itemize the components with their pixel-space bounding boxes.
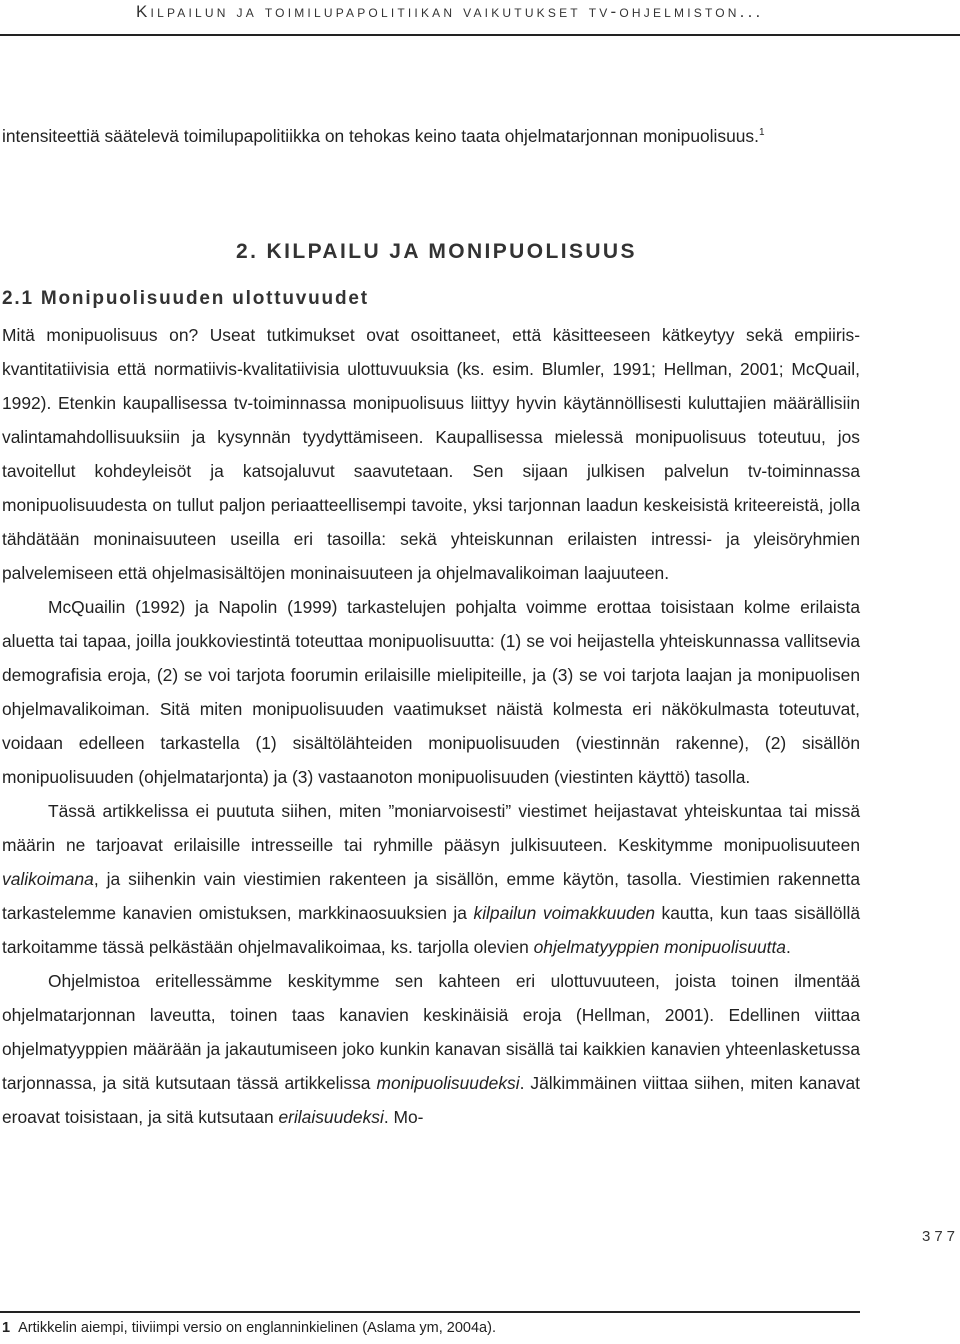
header-rule — [0, 34, 960, 36]
paragraph-4: Ohjelmistoa eritellessämme keskitymme sen kahteen eri ulottuvuuteen, joista toinen ilmentää ohjelmatarjonnan laveutta, toinen taas kanavien keskinäisiä eroja (Hellman, 2001). Edellinen viittaa ohjelmatyyppien määrään ja jakautumiseen joko kunkin kanavan sisällä tai kaikkien kanavien yhteenlasketussa tarjonnassa, ja sitä kutsutaan tässä artikkelissa monipuolisuudeksi. Jälkimmäinen viittaa siihen, miten kanavat eroavat toisistaan, ja sitä kutsutaan erilaisuudeksi. Mo- — [2, 971, 860, 1127]
intro-text: intensiteettiä säätelevä toimilupapolitiikka on tehokas keino taata ohjelmatarjonnan monipuolisuus. — [2, 126, 759, 146]
running-header: Kilpailun ja toimilupapolitiikan vaikutukset tv-ohjelmiston... — [136, 2, 764, 21]
intro-paragraph — [2, 116, 860, 153]
footnote-number: 1 — [2, 1320, 11, 1336]
section-heading: 2.1 Monipuolisuuden ulottuvuudet — [2, 288, 369, 309]
chapter-heading: 2. KILPAILU JA MONIPUOLISUUS — [236, 240, 637, 263]
paragraph-1: Mitä monipuolisuus on? Useat tutkimukset ovat osoittaneet, että käsitteeseen kätkeytyy sekä empiiris-kvantitatiivisia että normatiivis-kvalitatiivisia ulottuvuuksia (ks. esim. Blumler, 1991; Hellman, 2001; McQuail, 1992). Etenkin kaupallisessa tv-toiminnassa monipuolisuus liittyy hyvin käytännöllisesti kuluttajien määrällisiin valintamahdollisuuksiin ja kysynnän tyydyttämiseen. Kaupallisessa mielessä monipuolisuus toteutuu, jos tavoitellut kohdeyleisöt ja katsojaluvut saavutetaan. Sen sijaan julkisen palvelun tv-toiminnassa monipuolisuudesta on tullut paljon periaatteellisempi tavoite, yksi tarjonnan laadun keskeisistä kriteereistä, jolla tähdätään moninaisuuteen useilla eri tasoilla: sekä yhteiskunnan erilaisten intressi- ja yleisöryhmien palvelemiseen että ohjelmasisältöjen moninaisuuteen ja ohjelmavalikoiman laajuuteen. — [2, 325, 860, 583]
footnote-rule — [0, 1311, 860, 1313]
paragraph-2: McQuailin (1992) ja Napolin (1999) tarkastelujen pohjalta voimme erottaa toisistaan kolme erilaista aluetta tai tapaa, joilla joukkoviestintä toteuttaa monipuolisuutta: (1) se voi heijastella yhteiskunnassa vallitsevia demografisia eroja, (2) se voi tarjota foorumin erilaisille mielipiteille, ja (3) se voi tarjota laajan ja monipuolisen ohjelmavalikoiman. Sitä miten monipuolisuuden vaatimukset näistä kolmesta eri näkökulmasta toteutuvat, voidaan edelleen tarkastella (1) sisältölähteiden monipuolisuuden (viestinnän rakenne), (2) sisällön monipuolisuuden (ohjelmatarjonta) ja (3) vastaanoton monipuolisuuden (viestinten käyttö) tasolla. — [2, 597, 860, 787]
footnote — [2, 1320, 496, 1336]
page-number: 377 — [922, 1228, 960, 1245]
paragraph-3: Tässä artikkelissa ei puututa siihen, miten ”moniarvoisesti” viestimet heijastavat yhteiskuntaa tai missä määrin ne tarjoavat erilaisille intresseille tai ryhmille pääsyn julkisuuteen. Keskitymme monipuolisuuteen valikoimana, ja siihenkin vain viestimien rakenteen ja sisällön, emme käytön, tasolla. Viestimien rakennetta tarkastelemme kanavien omistuksen, markkinaosuuksien ja kilpailun voimakkuuden kautta, kun taas sisällöllä tarkoitamme tässä pelkästään ohjelmavalikoimaa, ks. tarjolla olevien ohjelmatyyppien monipuolisuutta. — [2, 801, 860, 957]
footnote-ref: 1 — [758, 127, 765, 138]
footnote-text: Artikkelin aiempi, tiiviimpi versio on englanninkielinen (Aslama ym, 2004a). — [18, 1320, 496, 1336]
body-text — [2, 318, 860, 1134]
